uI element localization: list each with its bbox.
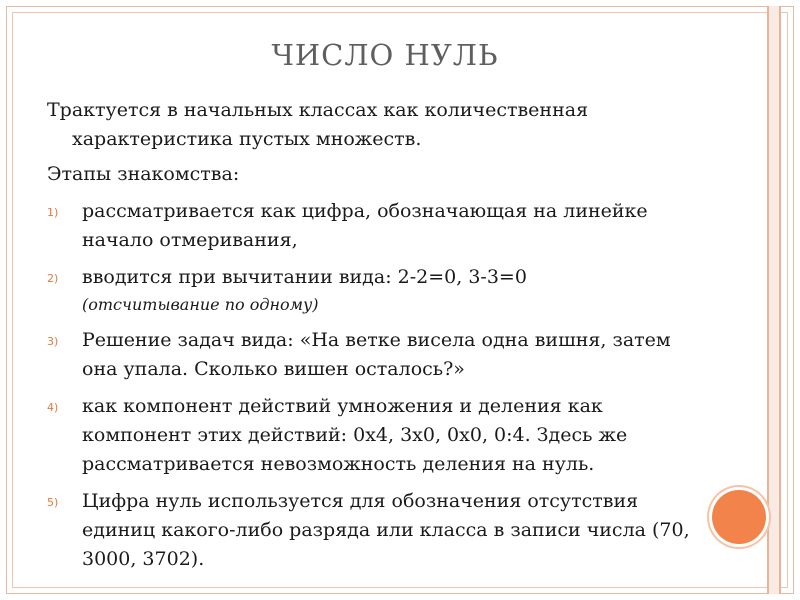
list-item-text: вводится при вычитании вида: 2-2=0, 3-3=0 xyxy=(82,266,527,288)
list-item xyxy=(47,263,702,318)
list-marker: 2) xyxy=(47,272,59,285)
slide-title: ЧИСЛО НУЛЬ xyxy=(271,38,499,72)
list-marker: 4) xyxy=(47,401,59,414)
stages-heading: Этапы знакомства: xyxy=(47,163,240,185)
intro-paragraph: Трактуется в начальных классах как количественная характеристика пустых множеств. xyxy=(47,99,589,150)
list-marker: 5) xyxy=(47,496,59,509)
list-item xyxy=(47,392,702,479)
list-item-note: (отсчитывание по одному) xyxy=(82,295,319,314)
list-item xyxy=(47,326,702,384)
list-marker: 3) xyxy=(47,335,59,348)
list-item-text: Цифра нуль используется для обозначения отсутствия единиц какого-либо разряда или класса в записи числа (70, 3000, 3702). xyxy=(82,490,690,570)
stages-list xyxy=(47,197,702,574)
decorative-circle xyxy=(712,490,766,544)
list-item-text: рассматривается как цифра, обозначающая на линейке начало отмеривания, xyxy=(82,200,648,251)
list-marker: 1) xyxy=(47,206,59,219)
slide-content xyxy=(47,96,702,582)
list-item xyxy=(47,487,702,574)
decorative-side-stripe xyxy=(767,6,781,594)
list-item-text: Решение задач вида: «На ветке висела одна вишня, затем она упала. Сколько вишен осталось?» xyxy=(82,329,671,380)
list-item-text: как компонент действий умножения и деления как компонент этих действий: 0х4, 3х0, 0х0, 0:4. Здесь же рассматривается невозможность деления на нуль. xyxy=(82,395,628,475)
list-item xyxy=(47,197,702,255)
